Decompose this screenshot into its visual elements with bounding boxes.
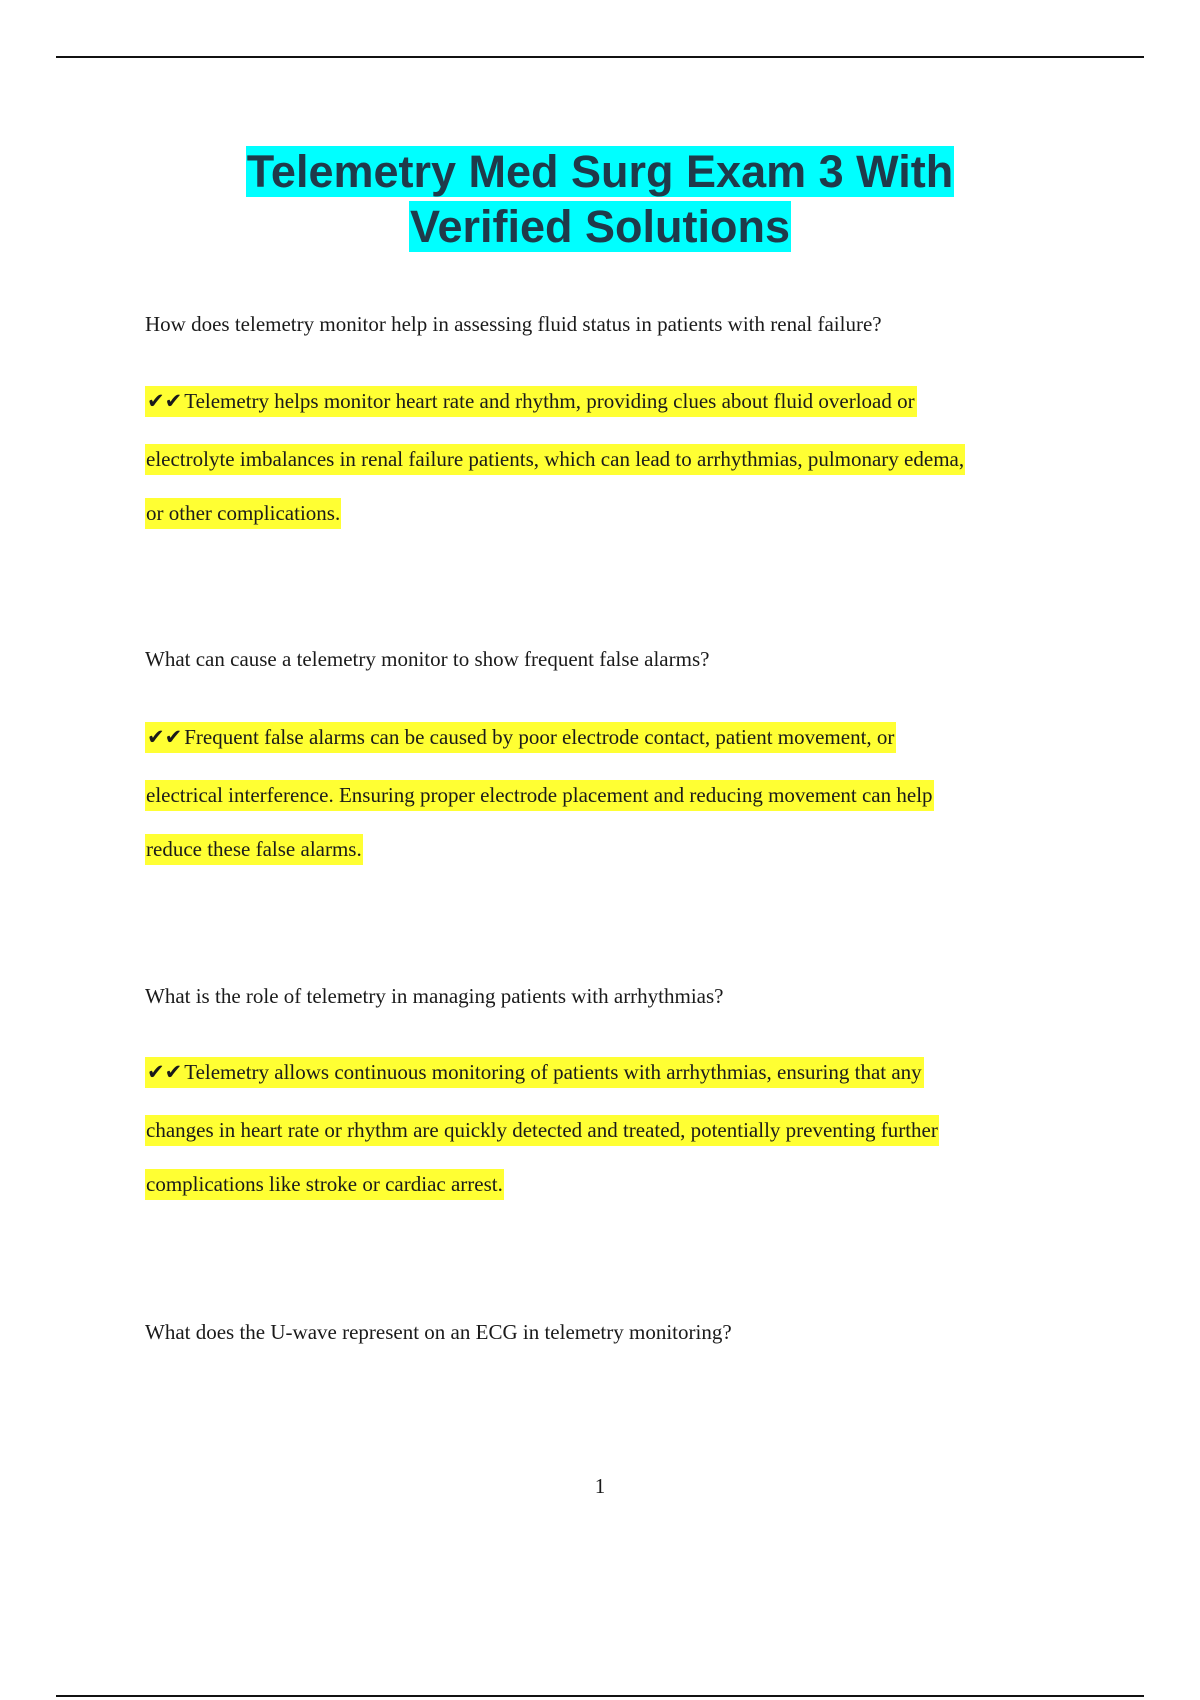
check-mark-icon: ✔✔ [146,722,183,753]
title-line-2: Verified Solutions [409,201,791,252]
answer-3-line-2: changes in heart rate or rhythm are quickly detected and treated, potentially preventing further [145,1115,939,1146]
bottom-rule [56,1695,1144,1697]
page-number: 1 [594,1474,606,1498]
answer-2 [145,708,1105,878]
answer-2-line-1: Frequent false alarms can be caused by poor electrode contact, patient movement, or [183,722,895,753]
answer-1-line-1: Telemetry helps monitor heart rate and rhythm, providing clues about fluid overload or [183,386,915,417]
answer-3-line-1: Telemetry allows continuous monitoring of patients with arrhythmias, ensuring that any [183,1057,922,1088]
title-line-1: Telemetry Med Surg Exam 3 With [246,146,954,197]
question-1: How does telemetry monitor help in assessing fluid status in patients with renal failure? [145,312,882,336]
answer-3 [145,1043,1105,1213]
answer-1-line-2: electrolyte imbalances in renal failure patients, which can lead to arrhythmias, pulmonary edema, [145,444,965,475]
question-2: What can cause a telemetry monitor to show frequent false alarms? [145,647,710,671]
answer-1 [145,372,1105,542]
answer-1-line-3: or other complications. [145,498,341,529]
answer-3-line-3: complications like stroke or cardiac arrest. [145,1169,504,1200]
answer-2-line-2: electrical interference. Ensuring proper electrode placement and reducing movement can help [145,780,934,811]
check-mark-icon: ✔✔ [146,1057,183,1088]
question-3: What is the role of telemetry in managing patients with arrhythmias? [145,984,724,1008]
check-mark-icon: ✔✔ [146,386,183,417]
top-rule [56,56,1144,58]
question-4: What does the U-wave represent on an ECG in telemetry monitoring? [145,1320,732,1344]
document-title [0,144,1200,254]
answer-2-line-3: reduce these false alarms. [145,834,363,865]
